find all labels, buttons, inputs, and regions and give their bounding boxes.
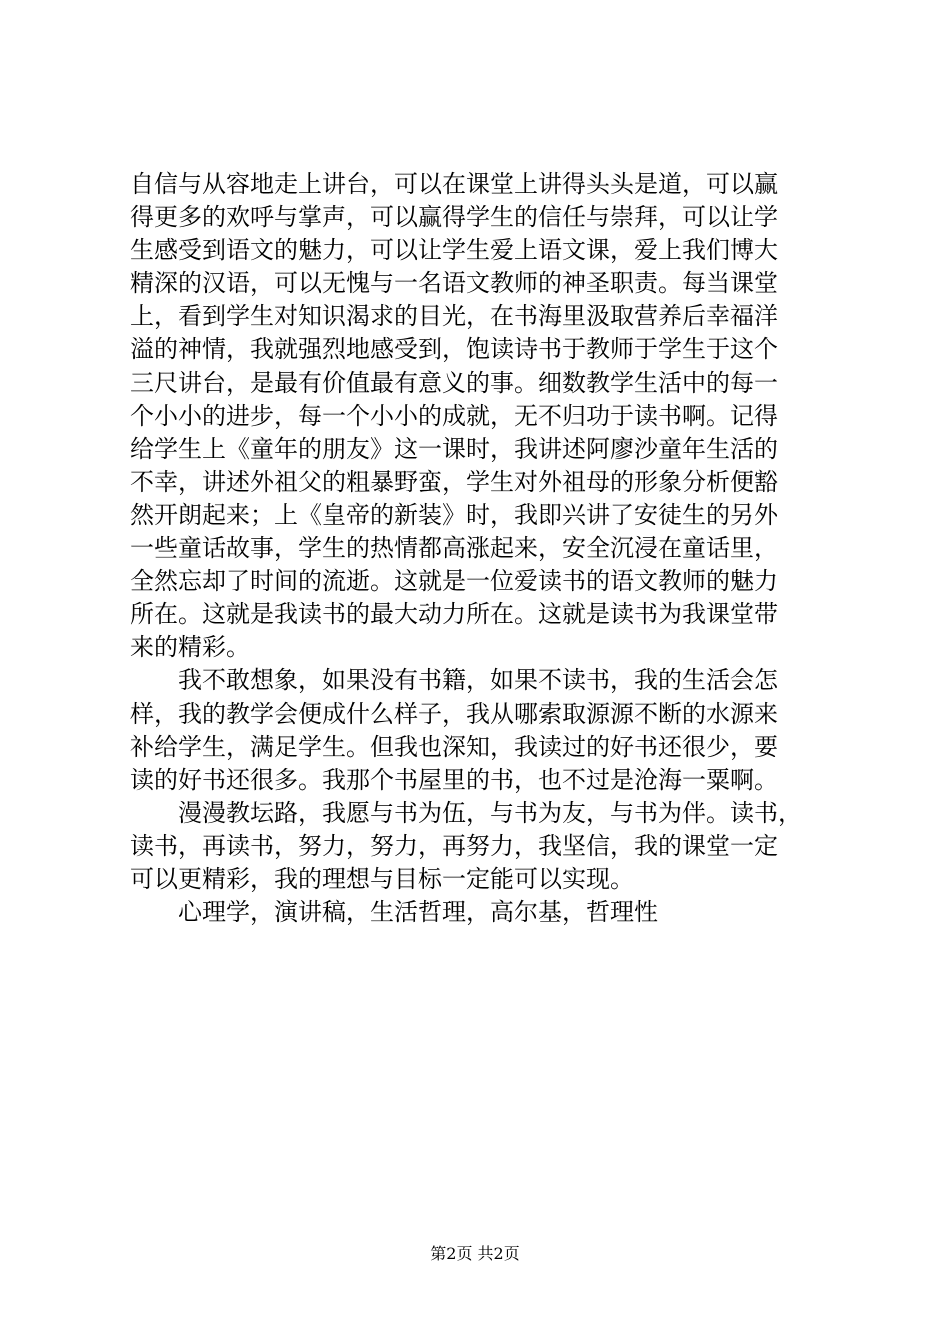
text-line: 精深的汉语，可以无愧与一名语文教师的神圣职责。每当课堂: [130, 269, 778, 298]
text-line: 得更多的欢呼与掌声，可以赢得学生的信任与崇拜，可以让学: [130, 203, 778, 232]
page-number-footer: 第2页 共2页: [430, 1244, 520, 1263]
text-line: 读书，再读书，努力，努力，再努力，我坚信，我的课堂一定: [130, 831, 778, 860]
paragraph-start-line: 漫漫教坛路，我愿与书为伍，与书为友，与书为伴。读书，: [178, 798, 802, 827]
text-line: 不幸，讲述外祖父的粗暴野蛮，学生对外祖母的形象分析便豁: [130, 467, 778, 496]
keywords-line: 心理学，演讲稿，生活哲理，高尔基，哲理性: [178, 898, 658, 927]
text-line: 来的精彩。: [130, 633, 250, 662]
text-line: 然开朗起来；上《皇帝的新装》时，我即兴讲了安徒生的另外: [130, 500, 778, 529]
text-line: 补给学生，满足学生。但我也深知，我读过的好书还很少，要: [130, 732, 778, 761]
text-line: 生感受到语文的魅力，可以让学生爱上语文课，爱上我们博大: [130, 236, 778, 265]
text-line: 给学生上《童年的朋友》这一课时，我讲述阿廖沙童年生活的: [130, 434, 778, 463]
text-line: 三尺讲台，是最有价值最有意义的事。细数教学生活中的每一: [130, 368, 778, 397]
text-line: 全然忘却了时间的流逝。这就是一位爱读书的语文教师的魅力: [130, 567, 778, 596]
text-line: 自信与从容地走上讲台，可以在课堂上讲得头头是道，可以赢: [130, 170, 778, 198]
text-line: 样，我的教学会便成什么样子，我从哪索取源源不断的水源来: [130, 699, 778, 728]
text-line: 一些童话故事，学生的热情都高涨起来，安全沉浸在童话里，: [130, 534, 778, 563]
text-line: 上，看到学生对知识渴求的目光，在书海里汲取营养后幸福洋: [130, 302, 778, 331]
paragraph-start-line: 我不敢想象，如果没有书籍，如果不读书，我的生活会怎: [178, 666, 778, 695]
text-line: 所在。这就是我读书的最大动力所在。这就是读书为我课堂带: [130, 600, 778, 629]
text-line: 个小小的进步，每一个小小的成就，无不归功于读书啊。记得: [130, 401, 778, 430]
document-body: [130, 168, 830, 929]
text-line: 读的好书还很多。我那个书屋里的书，也不过是沧海一粟啊。: [130, 765, 778, 794]
text-line: 可以更精彩，我的理想与目标一定能可以实现。: [130, 864, 634, 893]
text-line: 溢的神情，我就强烈地感受到，饱读诗书于教师于学生于这个: [130, 335, 778, 364]
